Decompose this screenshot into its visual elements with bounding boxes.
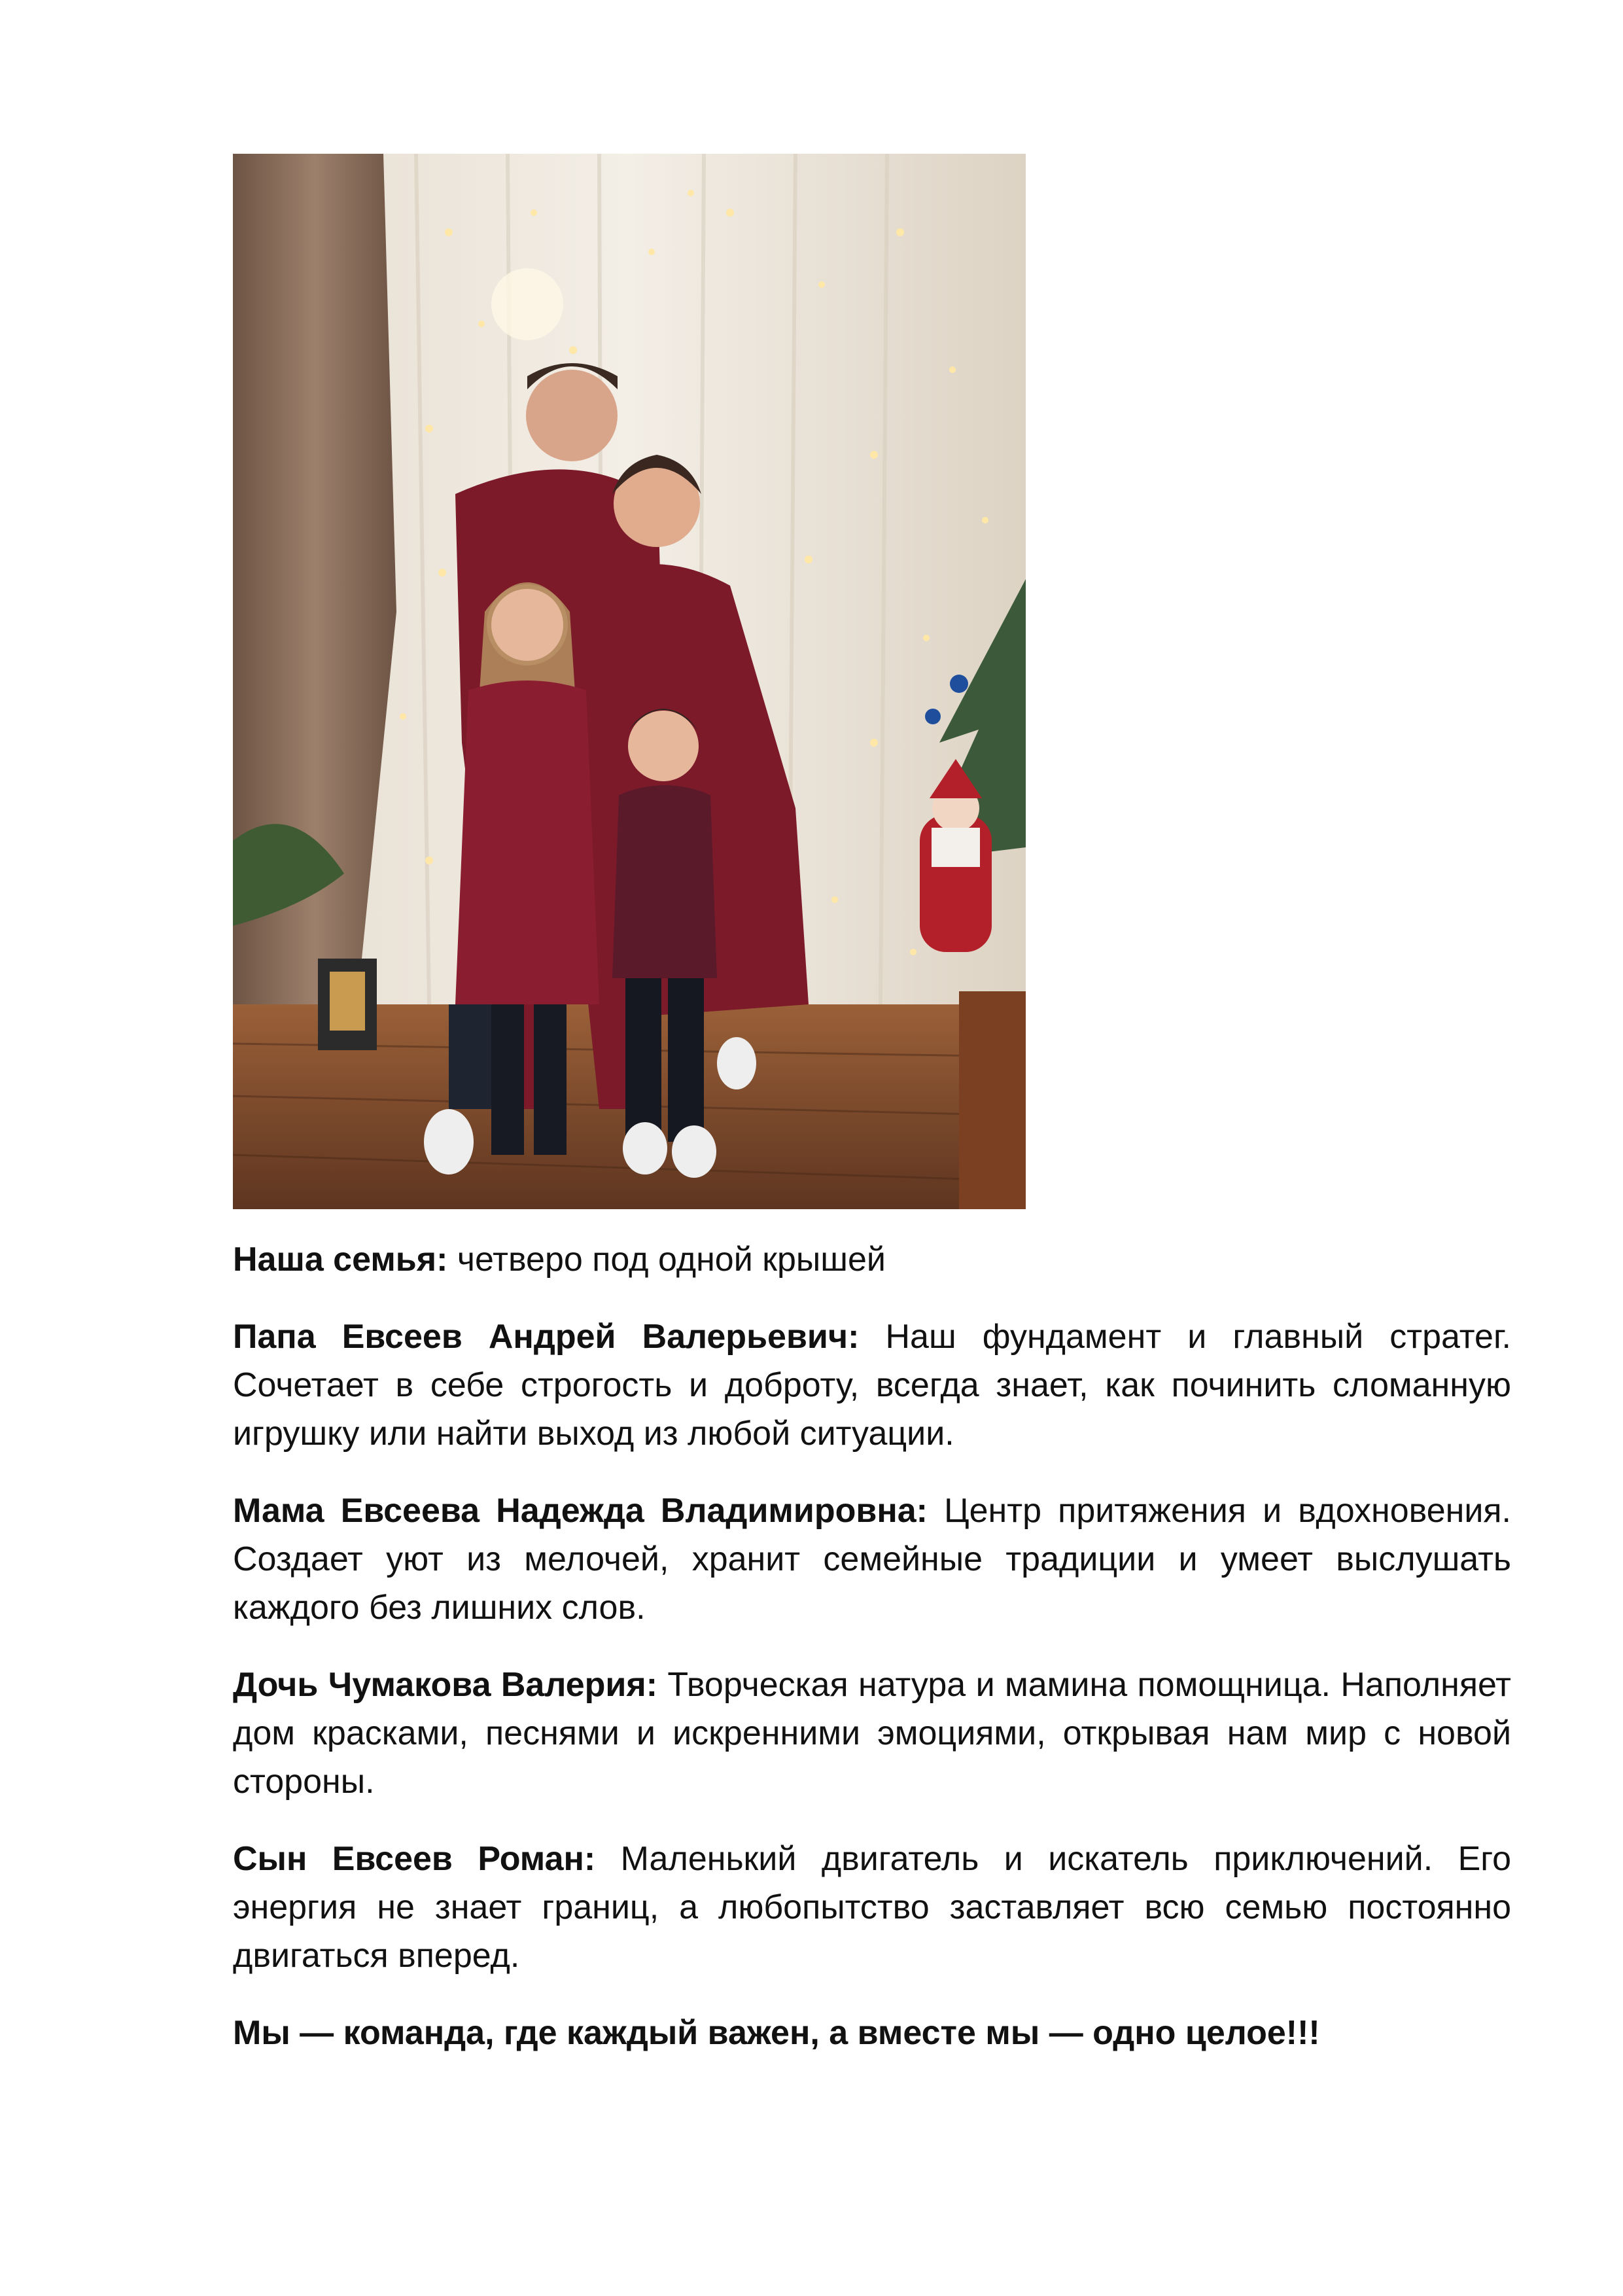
member-text: Творческая натура и мамина помощница. Наполняет дом красками, песнями и искренними эмоциями, открывая нам мир с новой стороны. (233, 1666, 1511, 1801)
member-paragraph-daughter (233, 1661, 1511, 1806)
intro-paragraph (233, 1235, 1511, 1284)
member-label: Мама Евсеева Надежда Владимировна: (233, 1492, 928, 1530)
member-label: Сын Евсеев Роман: (233, 1840, 596, 1878)
member-label: Дочь Чумакова Валерия: (233, 1666, 658, 1704)
family-photo-illustration (233, 154, 1026, 1209)
intro-text: четверо под одной крышей (447, 1241, 886, 1279)
family-description (233, 1235, 1511, 2057)
member-label: Папа Евсеев Андрей Валерьевич: (233, 1318, 860, 1356)
closing-statement: Мы — команда, где каждый важен, а вместе мы — одно целое!!! (233, 2014, 1320, 2052)
member-paragraph-dad (233, 1313, 1511, 1458)
intro-label: Наша семья: (233, 1241, 448, 1279)
member-text: Наш фундамент и главный стратег. Сочетает в себе строгость и доброту, всегда знает, как починить сломанную игрушку или найти выход из любой ситуации. (233, 1318, 1512, 1453)
member-paragraph-mom (233, 1487, 1511, 1632)
member-text: Центр притяжения и вдохновения. Создает уют из мелочей, хранит семейные традиции и умеет выслушать каждого без лишних слов. (233, 1492, 1511, 1627)
family-photo (233, 154, 1026, 1209)
member-text: Маленький двигатель и искатель приключений. Его энергия не знает границ, а любопытство заставляет всю семью постоянно двигаться вперед. (233, 1840, 1511, 1975)
member-paragraph-son (233, 1835, 1511, 1980)
